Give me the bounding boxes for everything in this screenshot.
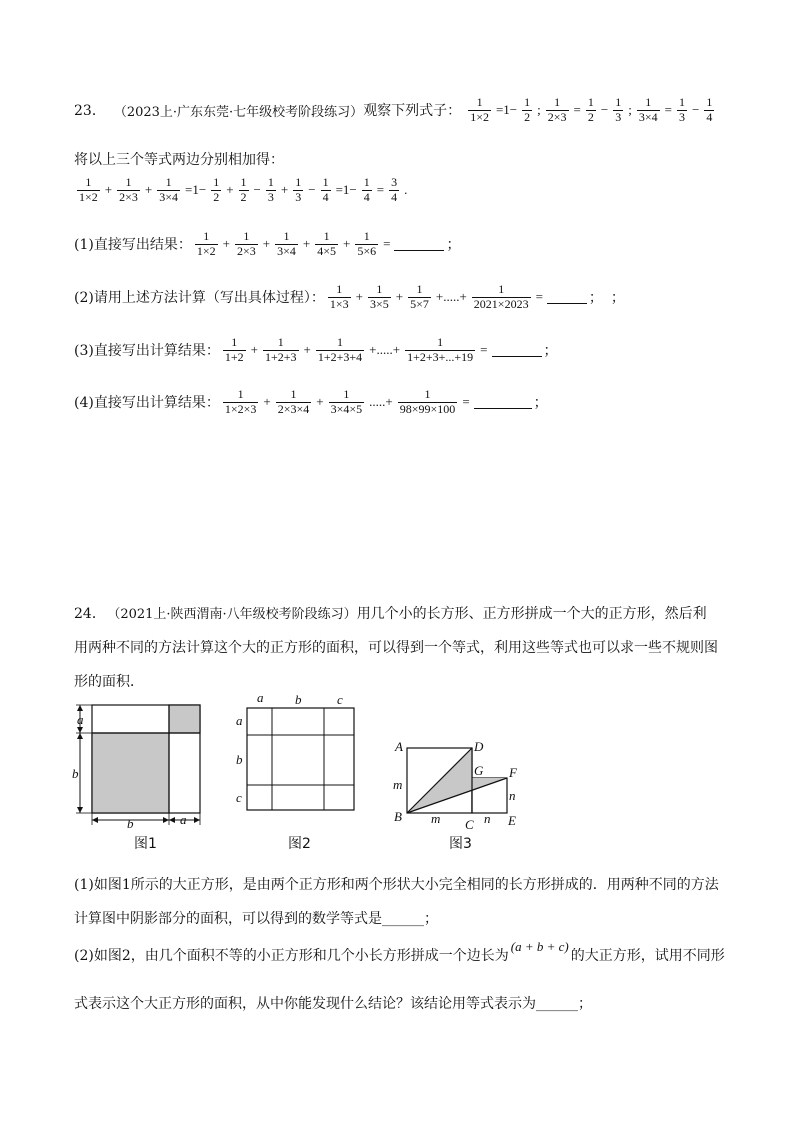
q23-part3: (3)直接写出计算结果： $\frac{1}{1+2}$ + $\frac{1}{1+2+3}$ + $\frac{1}{1+2+3+4}$ +.....+ $\frac{1}{1+2+3+...+19}$ = ； (74, 335, 558, 364)
label-D: D (474, 739, 484, 754)
shade-large-square (92, 733, 169, 813)
q23-part2: (2)请用上述方法计算（写出具体过程）： $\frac{1}{1\times 3}$ + $\frac{1}{3\times 5}$ + $\frac{1}{5\times 7}$ +.....+ $\frac{1}{2021\times 2023}$ = ； ； (74, 282, 625, 311)
q23-part4: (4)直接写出计算结果： $\frac{1}{1\times 2\times 3}$ + $\frac{1}{2\times 3\times 4}$ + $\frac{1}{3\times 4\times 5}$ .....+ $\frac{1}{98\times 99\times 100}$ = ； (74, 387, 548, 416)
q24-number: 24． (74, 606, 106, 622)
label-F: F (509, 765, 517, 780)
q23-intro: 观察下列式子： (363, 103, 462, 120)
answer-blank[interactable] (474, 396, 532, 409)
q24-part1-line1: (1)如图1所示的大正方形，是由两个正方形和两个形状大小完全相同的长方形拼成的．用两种不同的方法 (74, 877, 719, 893)
answer-blank[interactable] (492, 344, 542, 357)
fig3-caption: 图3 (449, 836, 472, 852)
label-C: C (465, 817, 474, 832)
q23-number: 23． (74, 103, 106, 120)
label-m: m (431, 811, 441, 826)
figure-1 (70, 700, 210, 835)
q24-part2-line2: 式表示这个大正方形的面积，从中你能发现什么结论？该结论用等式表示为______； (74, 996, 592, 1012)
expr-a-plus-b-plus-c: (a + b + c) (510, 939, 569, 954)
q23-sum-equation: $\frac{1}{1\times 2}$ + $\frac{1}{2\times 3}$ + $\frac{1}{3\times 4}$ =1− $\frac{1}{2}$ + $\frac{1}{2}$ − $\frac{1}{3}$ + $\frac{1}{3}$ − $\frac{1}{4}$ =1− $\frac{1}{4}$ = $\frac{3}{4}$ . (79, 175, 408, 204)
q24-line1: 24． （2021上·陕西渭南·八年级校考阶段练习）用几个小的长方形、正方形拼成一个大的正方形，然后利 (74, 606, 707, 622)
label-b: b (127, 816, 134, 831)
label-E: E (508, 813, 516, 828)
answer-blank[interactable] (394, 238, 444, 251)
label-n: n (509, 788, 516, 803)
q24-part1-line2: 计算图中阴影部分的面积，可以得到的数学等式是______； (74, 911, 438, 927)
label-b: b (236, 752, 243, 767)
fig1-caption: 图1 (134, 836, 157, 852)
label-m: m (393, 777, 403, 792)
label-a: a (77, 712, 84, 727)
q23-header (74, 96, 717, 125)
q24-part2-line1: (2)如图2，由几个面积不等的小正方形和几个小长方形拼成一个边长为 (a + b + c) 的大正方形，试用不同形 (74, 939, 725, 964)
q23-given-equations: $\frac{1}{1\times 2}$ =1− $\frac{1}{2}$ ; $\frac{1}{2\times 3}$ = $\frac{1}{2}$ − $\frac{1}{3}$ ; $\frac{1}{3\times 4}$ = $\frac{1}{3}$ − $\frac{1}{4}$ (470, 95, 713, 124)
q23-part3-label: (3)直接写出计算结果： (74, 343, 220, 360)
fig2-caption: 图2 (288, 836, 311, 852)
label-a: a (180, 812, 187, 827)
q23-sum-intro: 将以上三个等式两边分别相加得： (74, 152, 284, 168)
shade-small-square (169, 705, 200, 733)
label-B: B (394, 809, 402, 824)
label-c: c (236, 790, 242, 805)
q23-part1-label: (1)直接写出结果： (74, 237, 192, 254)
q23-part2-label: (2)请用上述方法计算（写出具体过程）： (74, 290, 325, 307)
q24-line2: 用两种不同的方法计算这个大的正方形的面积，可以得到一个等式，利用这些等式也可以求一些不规则图 (74, 640, 718, 656)
q23-part2-semicolon: ； (610, 290, 625, 307)
label-a: a (236, 713, 243, 728)
label-a: a (257, 690, 264, 705)
q23-part1: (1)直接写出结果： $\frac{1}{1\times 2}$ + $\frac{1}{2\times 3}$ + $\frac{1}{3\times 4}$ + $\frac{1}{4\times 5}$ + $\frac{1}{5\times 6}$ = ； (74, 229, 461, 258)
label-b: b (72, 766, 79, 781)
figure-2 (230, 690, 365, 820)
q23-source: （2023上·广东东莞·七年级校考阶段练习） (113, 104, 364, 120)
label-b: b (295, 692, 302, 707)
figure-3 (385, 733, 535, 833)
q23-part4-label: (4)直接写出计算结果： (74, 395, 220, 412)
label-n: n (484, 811, 491, 826)
q24-source: （2021上·陕西渭南·八年级校考阶段练习） (113, 607, 357, 622)
label-G: G (474, 763, 484, 778)
label-c: c (337, 692, 343, 707)
label-A: A (395, 739, 403, 754)
answer-blank[interactable] (547, 291, 587, 304)
q24-line3: 形的面积． (74, 674, 144, 690)
